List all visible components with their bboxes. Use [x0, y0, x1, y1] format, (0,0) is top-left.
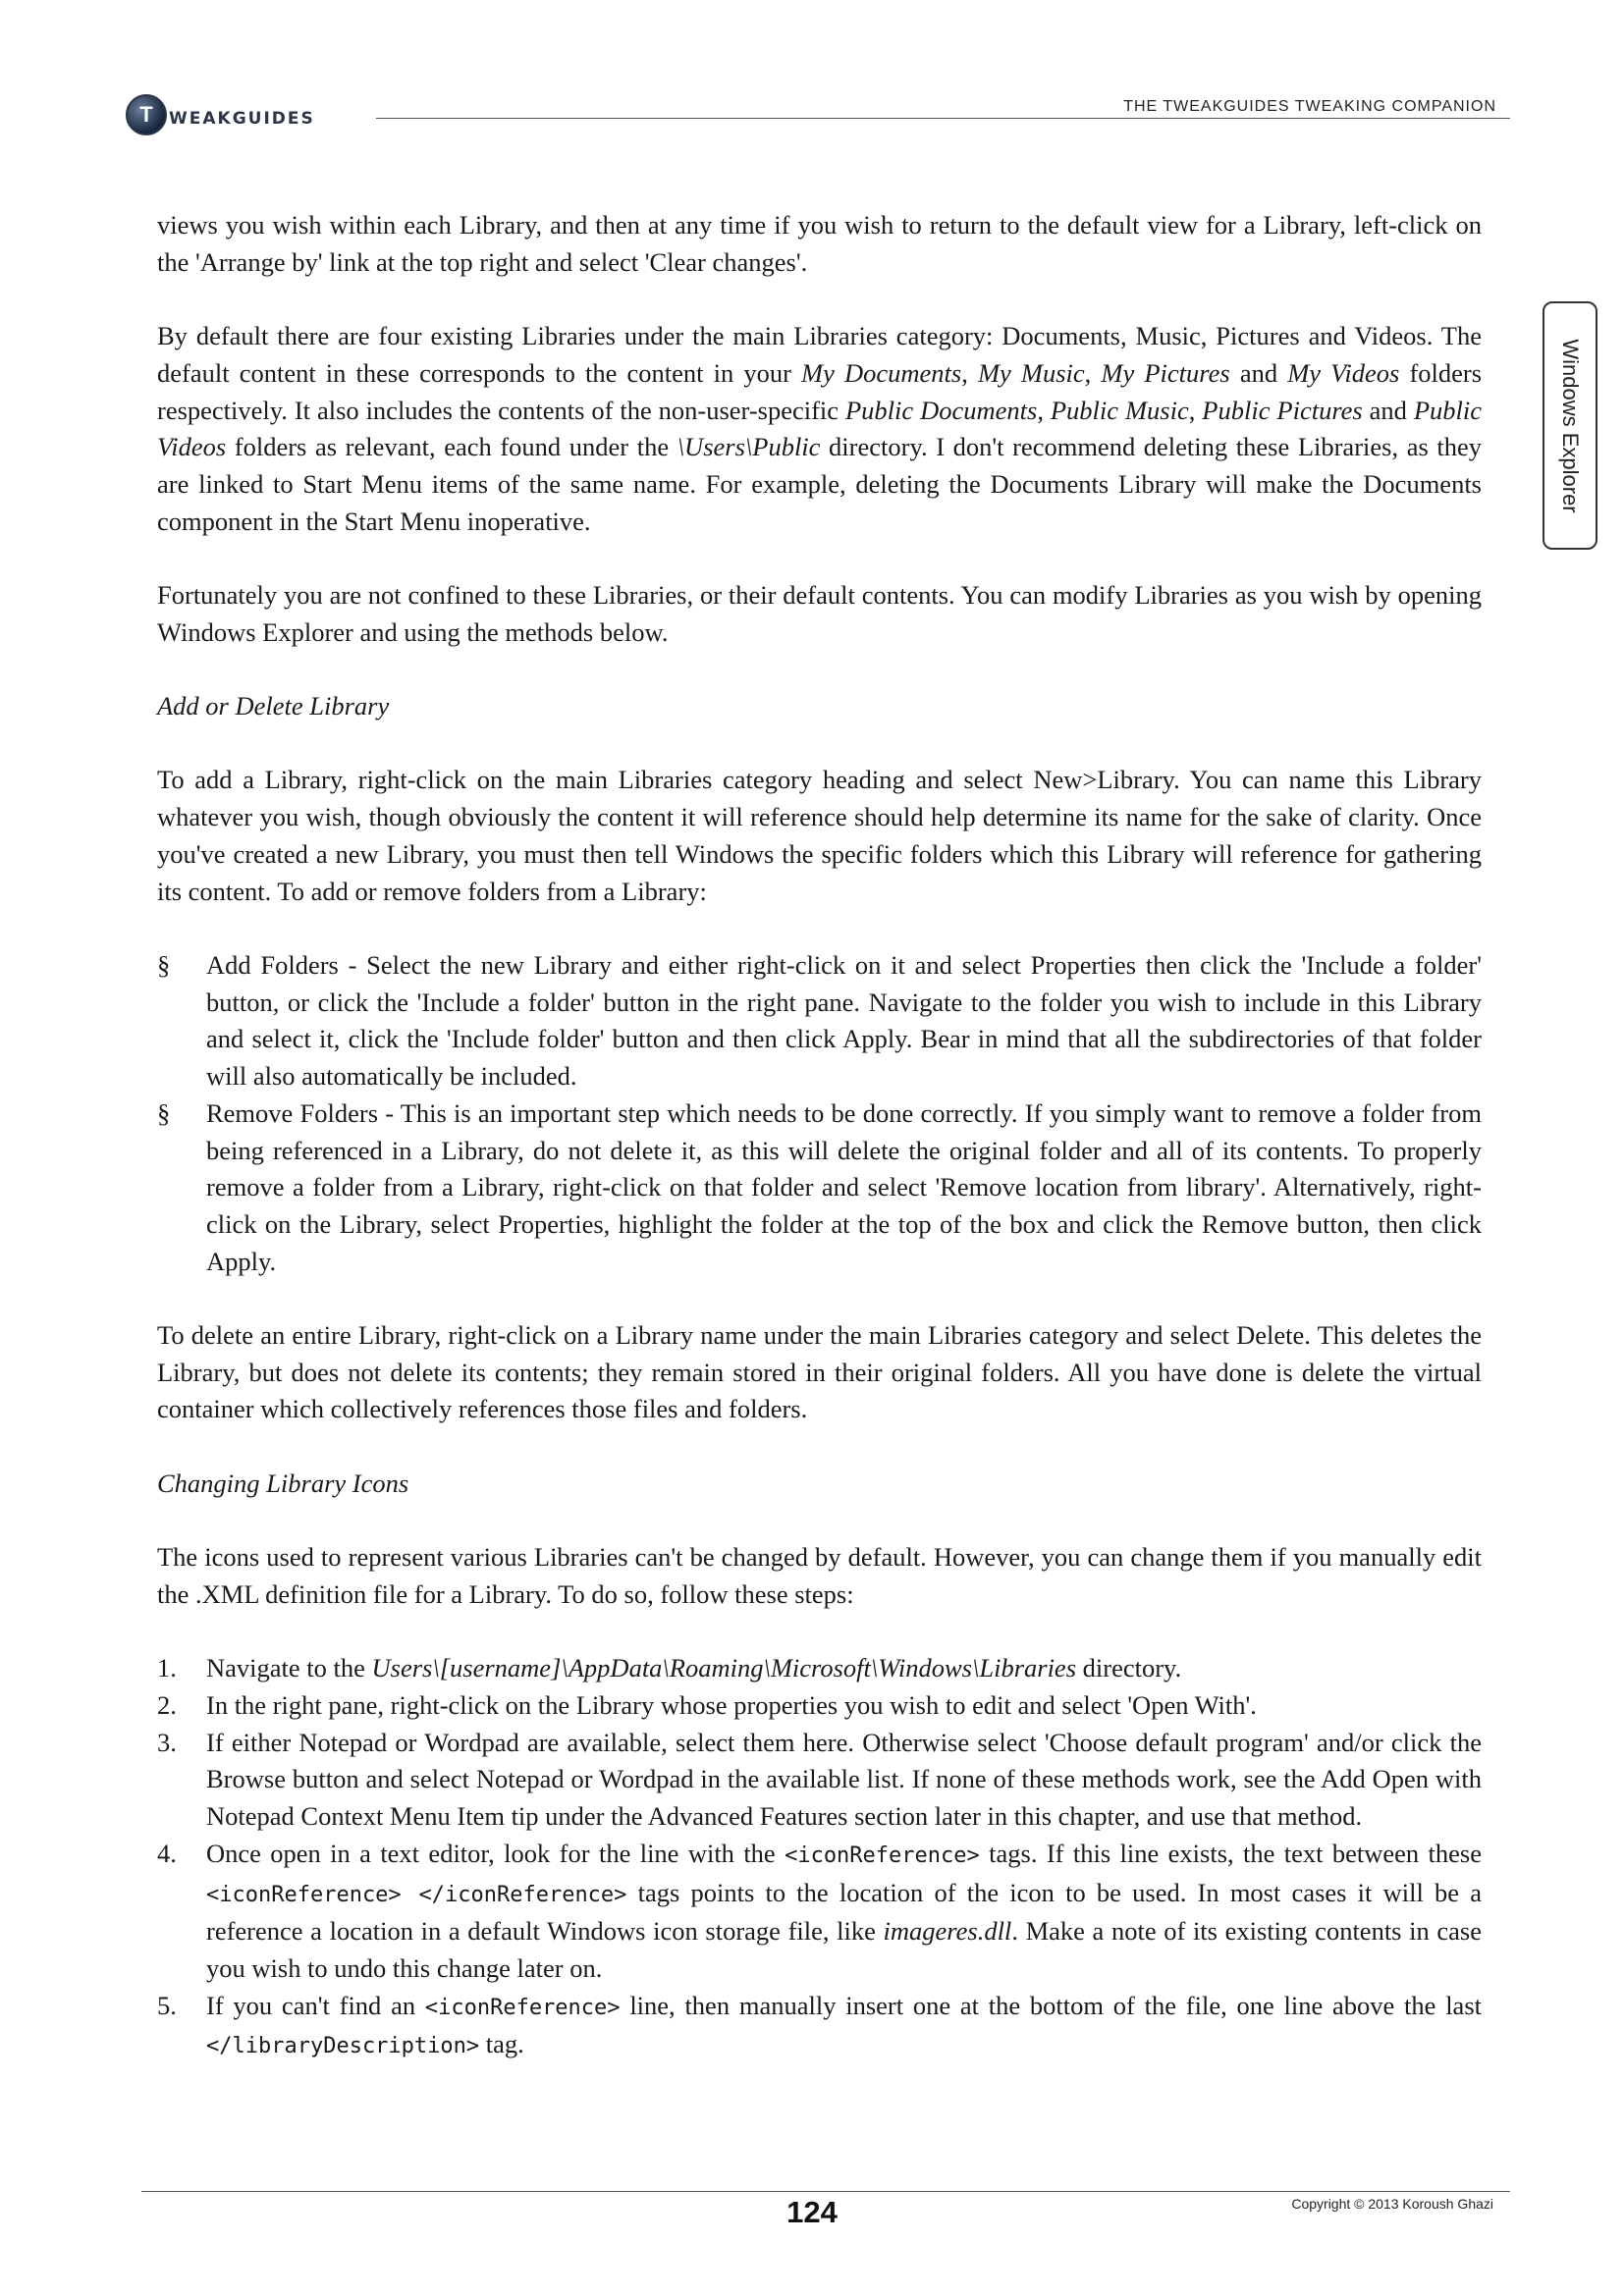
- paragraph-delete-library: To delete an entire Library, right-click on a Library name under the main Libraries category and select Delete. This deletes the Library, but does not delete its contents; they remain stored in their original folders. All you have done is delete the virtual container which collectively references those files and folders.: [157, 1320, 1482, 1424]
- step-number: 1.: [157, 1653, 177, 1683]
- step-number: 4.: [157, 1838, 177, 1868]
- subheading-changing-library-icons: Changing Library Icons: [157, 1468, 409, 1498]
- section-mark: §: [157, 1097, 171, 1128]
- page-number: 124: [786, 2195, 838, 2229]
- list-item-text: Add Folders - Select the new Library and either right-click on it and select Properties then click the 'Include a folder' button, or click the 'Include a folder' button in the right pane. Navigate to the folder you wish to include in this Library and select it, click the 'Include folder' button and then click Apply. Bear in mind that all the subdirectories of that folder will also automatically be included.: [206, 949, 1482, 1092]
- text-run: ,: [961, 357, 978, 388]
- section-mark: §: [157, 949, 171, 980]
- folder-name: Public Music: [1050, 395, 1189, 425]
- page-header: [126, 94, 1510, 143]
- directory-path: Users\[username]\AppData\Roaming\Microsoft\Windows\Libraries: [371, 1653, 1077, 1683]
- text-run: ,: [1037, 395, 1051, 425]
- text-run: . Make a note of its existing contents in case you wish to undo this change later on.: [206, 1916, 1482, 1983]
- text-run: tags points to the location of the icon to be used. In most cases it will be a reference a location in a default Windows icon storage file, like: [206, 1877, 1482, 1947]
- text-run: Once open in a text editor, look for the line with the: [206, 1838, 785, 1868]
- step-text: In the right pane, right-click on the Library whose properties you wish to edit and select 'Open With'.: [206, 1689, 1257, 1720]
- paragraph-icons-intro: The icons used to represent various Libraries can't be changed by default. However, you can change them if you manually edit the .XML definition file for a Library. To do so, follow these steps:: [157, 1542, 1482, 1609]
- subheading-add-delete-library: Add or Delete Library: [157, 691, 390, 721]
- xml-tag: <iconReference>: [785, 1842, 980, 1868]
- step-item: [157, 1725, 1482, 1836]
- text-run: and: [1229, 357, 1288, 388]
- step-item: [157, 1687, 1482, 1725]
- step-number: 5.: [157, 1990, 177, 2020]
- folder-name: Public Pictures: [1202, 395, 1363, 425]
- folder-name: My Pictures: [1101, 357, 1230, 388]
- text-run: folders respectively. It also includes the contents of the non-user-specific: [157, 357, 1483, 425]
- text-run: ,: [1084, 357, 1102, 388]
- chapter-tab-label: Windows Explorer: [1558, 338, 1583, 513]
- text-run: line, then manually insert one at the bottom of the file, one line above the last: [620, 1990, 1482, 2020]
- step-item: [157, 1650, 1482, 1687]
- text-run: directory. I don't recommend deleting these Libraries, as they are linked to Start Menu items of the same name. For example, deleting the Documents Library will make the Documents component in the Start Menu inoperative.: [157, 432, 1482, 536]
- folder-actions-list: [157, 947, 1482, 1280]
- text-run: By default there are four existing Libraries under the main Libraries category: Documents, Music, Pictures and Videos. The default content in these corresponds to the content in your: [157, 321, 1482, 388]
- xml-tag: </libraryDescription>: [206, 2034, 480, 2059]
- text-run: If you can't find an: [206, 1990, 425, 2020]
- paragraph-clear-changes: views you wish within each Library, and then at any time if you wish to return to the default view for a Library, left-click on the 'Arrange by' link at the top right and select 'Clear changes'.: [157, 210, 1482, 277]
- step-item: [157, 1988, 1482, 2065]
- header-title: THE TWEAKGUIDES TWEAKING COMPANION: [1123, 98, 1496, 115]
- logo-wordmark: WEAKGUIDES: [169, 109, 315, 129]
- paragraph-modify-libraries: Fortunately you are not confined to these Libraries, or their default contents. You can modify Libraries as you wish by opening Windows Explorer and using the methods below.: [157, 580, 1482, 647]
- folder-name: My Documents: [801, 357, 962, 388]
- folder-name: Public Videos: [157, 395, 1483, 462]
- text-run: and: [1362, 395, 1414, 425]
- directory-path: \Users\Public: [677, 432, 821, 462]
- file-name: imageres.dll: [883, 1916, 1012, 1947]
- folder-name: Public Documents: [844, 395, 1038, 425]
- folder-name: My Videos: [1287, 357, 1400, 388]
- footer-divider: [141, 2191, 1510, 2192]
- step-number: 2.: [157, 1689, 177, 1720]
- folder-name: My Music: [977, 357, 1085, 388]
- text-run: ,: [1188, 395, 1203, 425]
- copyright-notice: Copyright © 2013 Koroush Ghazi: [1291, 2196, 1493, 2212]
- paragraph-add-library: To add a Library, right-click on the main Libraries category heading and select New>Library. You can name this Library whatever you wish, though obviously the content it will reference should help determine its name for the sake of clarity. Once you've created a new Library, you must then tell Windows the specific folders which this Library will reference for gathering its content. To add or remove folders from a Library:: [157, 765, 1482, 906]
- step-number: 3.: [157, 1727, 177, 1757]
- text-run: directory.: [1076, 1653, 1182, 1683]
- text-run: tags. If this line exists, the text between these: [979, 1838, 1482, 1868]
- logo-emblem: T: [126, 94, 167, 135]
- text-run: folders as relevant, each found under the: [226, 432, 677, 462]
- xml-tag: <iconReference>: [424, 1995, 621, 2020]
- paragraph-default-libraries: [157, 318, 1482, 540]
- tweakguides-logo: [126, 94, 315, 135]
- step-text: If either Notepad or Wordpad are available, select them here. Otherwise select 'Choose default program' and/or click the Browse button and select Notepad or Wordpad in the available list. If none of these methods work, see the Add Open with Notepad Context Menu Item tip under the Advanced Features section later in this chapter, and use that method.: [206, 1727, 1482, 1832]
- steps-list: [157, 1650, 1482, 2065]
- chapter-tab: [1543, 301, 1597, 550]
- list-item: [157, 1095, 1482, 1281]
- step-item: [157, 1836, 1482, 1988]
- list-item-text: Remove Folders - This is an important step which needs to be done correctly. If you simply want to remove a folder from being referenced in a Library, do not delete it, as this will delete the original folder and all of its contents. To properly remove a folder from a Library, right-click on that folder and select 'Remove location from library'. Alternatively, right-click on the Library, select Properties, highlight the folder at the top of the box and click the Remove button, then click Apply.: [206, 1097, 1482, 1276]
- header-divider: [376, 118, 1510, 119]
- xml-tag: <iconReference> </iconReference>: [206, 1882, 627, 1907]
- text-run: Navigate to the: [206, 1653, 372, 1683]
- page-body: [157, 207, 1482, 2103]
- list-item: [157, 947, 1482, 1095]
- text-run: tag.: [479, 2029, 524, 2059]
